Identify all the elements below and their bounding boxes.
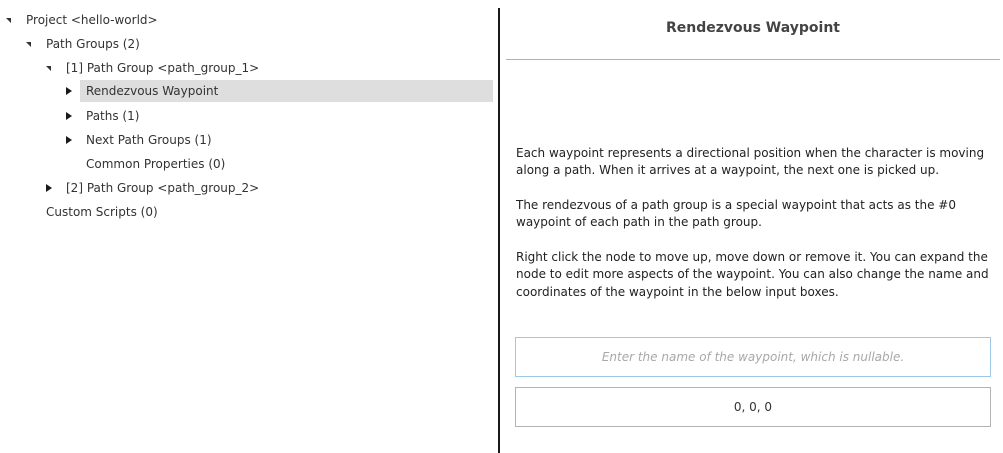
tree-node-label: Path Groups (2): [46, 37, 140, 51]
description-paragraph-3: Right click the node to move up, move down or remove it. You can expand the node to edit more aspects of the waypoint. You can also change the name and coordinates of the waypoint in the below input boxes.: [516, 250, 989, 299]
tree-node-custom-scripts[interactable]: [0, 201, 300, 223]
description-paragraph-1: Each waypoint represents a directional position when the character is moving along a path. When it arrives at a waypoint, the next one is picked up.: [516, 146, 985, 178]
tree-node-path-groups[interactable]: [0, 33, 300, 55]
tree-node-path-group-2[interactable]: [0, 177, 300, 199]
tree-node-label: Next Path Groups (1): [86, 133, 212, 147]
waypoint-name-input[interactable]: [515, 337, 991, 377]
tree-node-label: Project <hello-world>: [26, 13, 158, 27]
collapse-arrow-icon[interactable]: [66, 87, 72, 95]
tree-node-label: Paths (1): [86, 109, 140, 123]
tree-node-paths[interactable]: [0, 105, 300, 127]
collapse-arrow-icon[interactable]: [66, 112, 72, 120]
tree-node-rendezvous-waypoint[interactable]: [80, 80, 493, 102]
expand-arrow-icon[interactable]: [6, 18, 11, 23]
collapse-arrow-icon[interactable]: [66, 136, 72, 144]
collapse-arrow-icon[interactable]: [46, 184, 52, 192]
description-paragraph-2: The rendezvous of a path group is a special waypoint that acts as the #0 waypoint of each path in the path group.: [516, 198, 956, 230]
tree-node-label: Custom Scripts (0): [46, 205, 158, 219]
tree-node-label: [2] Path Group <path_group_2>: [66, 181, 260, 195]
tree-node-label: [1] Path Group <path_group_1>: [66, 61, 260, 75]
expand-arrow-icon[interactable]: [26, 42, 31, 47]
tree-node-next-path-groups[interactable]: [0, 129, 300, 151]
title-divider: [506, 59, 1000, 60]
detail-panel: [506, 0, 1000, 453]
project-tree: [0, 0, 498, 453]
panel-splitter[interactable]: [498, 8, 500, 453]
waypoint-coordinates-input[interactable]: [515, 387, 991, 427]
tree-node-label: Common Properties (0): [86, 157, 226, 171]
tree-node-common-properties[interactable]: [0, 153, 300, 175]
tree-node-label: Rendezvous Waypoint: [86, 84, 219, 98]
detail-title: Rendezvous Waypoint: [665, 20, 840, 36]
tree-node-project[interactable]: [0, 9, 300, 31]
expand-arrow-icon[interactable]: [46, 66, 51, 71]
tree-node-path-group-1[interactable]: [0, 57, 300, 79]
